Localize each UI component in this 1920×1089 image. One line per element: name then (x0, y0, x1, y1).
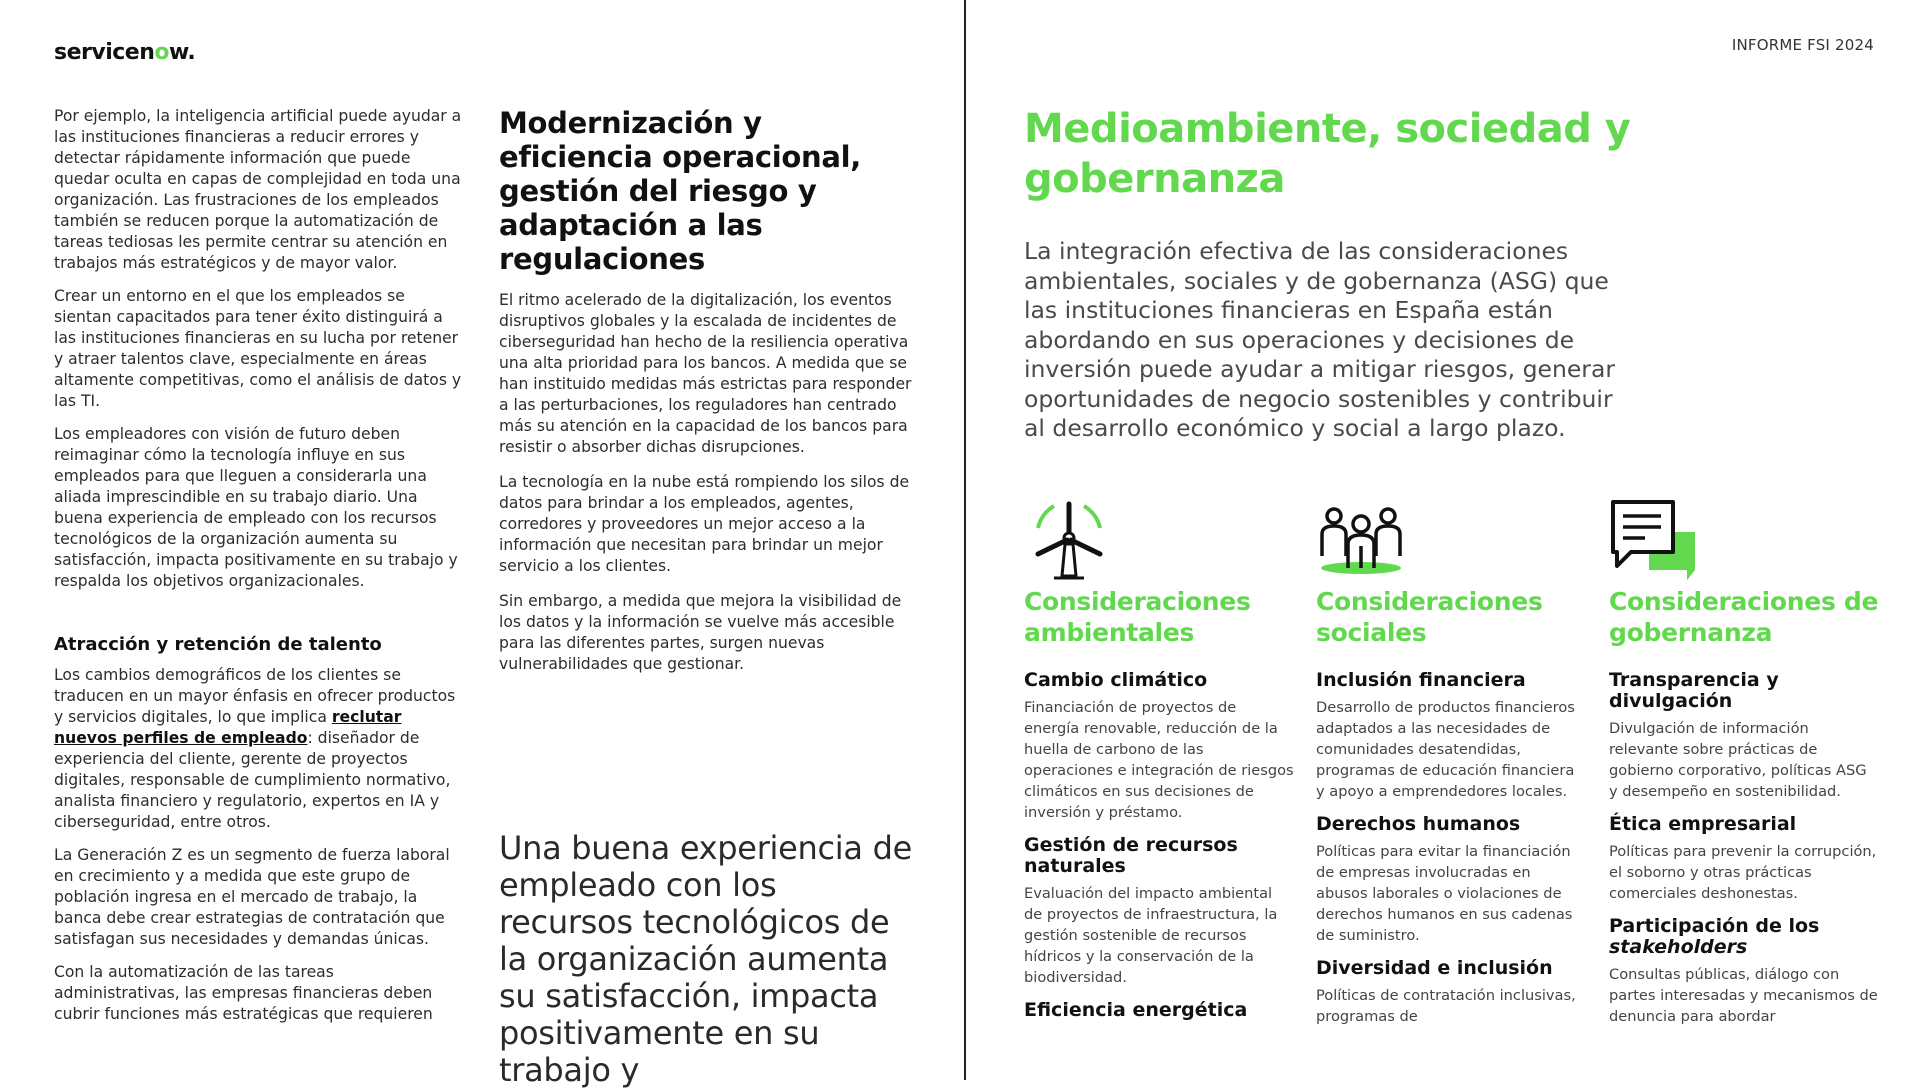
middle-column (499, 106, 914, 689)
item-title-before: Participación de los (1609, 915, 1820, 937)
pillar-social (1316, 498, 1586, 1039)
item-business-ethics (1609, 814, 1879, 904)
item-text: Políticas para evitar la financiación de empresas involucradas en abusos laborales o violaciones de derechos humanos en sus cadenas de suministro. (1316, 843, 1573, 944)
item-title (1609, 916, 1879, 958)
item-title-italic: stakeholders (1609, 936, 1748, 958)
item-stakeholders (1609, 916, 1879, 1027)
middle-paragraph-3: Sin embargo, a medida que mejora la visibilidad de los datos y la información se vuelve más accesible para las diferentes partes, surgen nuevas vulnerabilidades que gestionar. (499, 592, 902, 673)
esg-intro: La integración efectiva de las consideraciones ambientales, sociales y de gobernanza (ASG) que las instituciones financieras en España están abordando en sus operaciones y decisiones de inversión puede ayudar a mitigar riesgos, generar oportunidades de negocio sostenibles y contribuir al desarrollo económico y social a largo plazo. (1024, 237, 1616, 442)
item-title: Ética empresarial (1609, 813, 1797, 835)
pillar-governance (1609, 498, 1879, 1039)
item-title: Derechos humanos (1316, 813, 1521, 835)
left-paragraph-6: Con la automatización de las tareas administrativas, las empresas financieras deben cubrir funciones más estratégicas que requieren (54, 963, 433, 1023)
left-column (54, 106, 464, 1037)
middle-paragraph-1: El ritmo acelerado de la digitalización, los eventos disruptivos globales y la escalada de incidentes de ciberseguridad han hecho de la resiliencia operativa una alta prioridad para los bancos. A medida que se han instituido medidas más estrictas para responder a las perturbaciones, los reguladores han centrado más su atención en la capacidad de los bancos para resistir o absorber dichas disrupciones. (499, 291, 912, 456)
item-title: Transparencia y divulgación (1609, 669, 1779, 712)
item-financial-inclusion (1316, 670, 1586, 802)
pillar-title: Consideraciones de gobernanza (1609, 587, 1879, 647)
wind-turbine-icon (1024, 498, 1294, 586)
item-transparency (1609, 670, 1879, 802)
p4-text-before: Los cambios demográficos de los clientes se traducen en un mayor énfasis en ofrecer productos y servicios digitales, lo que implica (54, 666, 456, 726)
item-energy-efficiency (1024, 1000, 1294, 1021)
left-paragraph-4 (54, 665, 464, 833)
left-paragraph-2: Crear un entorno en el que los empleados se sientan capacitados para tener éxito distinguirá a las instituciones financieras en su lucha por retener y atraer talentos clave, especialmente en áreas altamente competitivas, como el análisis de datos y las TI. (54, 287, 462, 410)
item-text: Políticas de contratación inclusivas, programas de (1316, 987, 1576, 1025)
pillar-title: Consideraciones ambientales (1024, 587, 1251, 647)
left-paragraph-5: La Generación Z es un segmento de fuerza laboral en crecimiento y a medida que este grupo de población ingresa en el mercado de trabajo, la banca debe crear estrategias de contratación que satisfagan sus necesidades y demandas únicas. (54, 846, 450, 948)
middle-paragraph-2: La tecnología en la nube está rompiendo los silos de datos para brindar a los empleados, agentes, corredores y proveedores un mejor acceso a la información que necesitan para brindar un mejor servicio a los clientes. (499, 473, 910, 575)
item-text: Políticas para prevenir la corrupción, el soborno y otras prácticas comerciales deshonestas. (1609, 843, 1877, 902)
modernization-heading: Modernización y eficiencia operacional, gestión del riesgo y adaptación a las regulaciones (499, 106, 862, 276)
item-diversity (1316, 958, 1586, 1027)
p4-text-after: : diseñador de experiencia del cliente, gerente de proyectos digitales, responsable de cumplimiento normativo, analista financiero y regulatorio, expertos en IA y ciberseguridad, entre otros. (54, 729, 451, 831)
new-profiles-link[interactable]: reclutar nuevos perfiles de empleado (54, 708, 402, 747)
logo-o-letter: o (154, 40, 169, 65)
report-label: INFORME FSI 2024 (1731, 36, 1874, 54)
item-title: Eficiencia energética (1024, 999, 1248, 1021)
item-title: Inclusión financiera (1316, 669, 1526, 691)
esg-title: Medioambiente, sociedad y gobernanza (1024, 106, 1631, 202)
pillar-environmental (1024, 498, 1294, 1033)
item-text: Divulgación de información relevante sobre prácticas de gobierno corporativo, políticas ASG y desempeño en sostenibilidad. (1609, 720, 1867, 800)
page-divider (964, 0, 966, 1080)
logo-text-end: w. (169, 40, 196, 65)
people-group-icon (1316, 498, 1586, 586)
pillar-title: Consideraciones sociales (1316, 587, 1543, 647)
pull-quote: Una buena experiencia de empleado con los recursos tecnológicos de la organización aumenta su satisfacción, impacta positivamente en su trabajo y (499, 829, 912, 1089)
logo-text-start: servicen (54, 40, 155, 65)
document-chat-icon (1609, 498, 1879, 586)
item-text: Evaluación del impacto ambiental de proyectos de infraestructura, la gestión sostenible de recursos hídricos y la conservación de la biodiversidad. (1024, 885, 1278, 986)
item-natural-resources (1024, 835, 1294, 988)
item-text: Consultas públicas, diálogo con partes interesadas y mecanismos de denuncia para abordar (1609, 966, 1878, 1025)
left-paragraph-1: Por ejemplo, la inteligencia artificial puede ayudar a las instituciones financieras a reducir errores y detectar rápidamente información que puede quedar oculta en capas de complejidad en toda una organización. Las frustraciones de los empleados también se reducen porque la automatización de tareas tediosas les permite centrar su atención en trabajos más estratégicos y de mayor valor. (54, 107, 462, 272)
servicenow-logo (54, 40, 195, 65)
item-text: Financiación de proyectos de energía renovable, reducción de la huella de carbono de las operaciones e integración de riesgos climáticos en sus decisiones de inversión y préstamo. (1024, 699, 1294, 821)
item-human-rights (1316, 814, 1586, 946)
talent-heading: Atracción y retención de talento (54, 634, 382, 655)
item-climate (1024, 670, 1294, 823)
left-paragraph-3: Los empleadores con visión de futuro deben reimaginar cómo la tecnología influye en sus empleados para que lleguen a considerarla una aliada imprescindible en su trabajo diario. Una buena experiencia de empleado con los recursos tecnológicos de la organización aumenta su satisfacción, impacta positivamente en su trabajo y respalda los objetivos organizacionales. (54, 425, 458, 590)
item-text: Desarrollo de productos financieros adaptados a las necesidades de comunidades desatendidas, programas de educación financiera y apoyo a emprendedores locales. (1316, 699, 1575, 800)
item-title: Diversidad e inclusión (1316, 957, 1553, 979)
item-title: Gestión de recursos naturales (1024, 834, 1238, 877)
item-title: Cambio climático (1024, 669, 1208, 691)
